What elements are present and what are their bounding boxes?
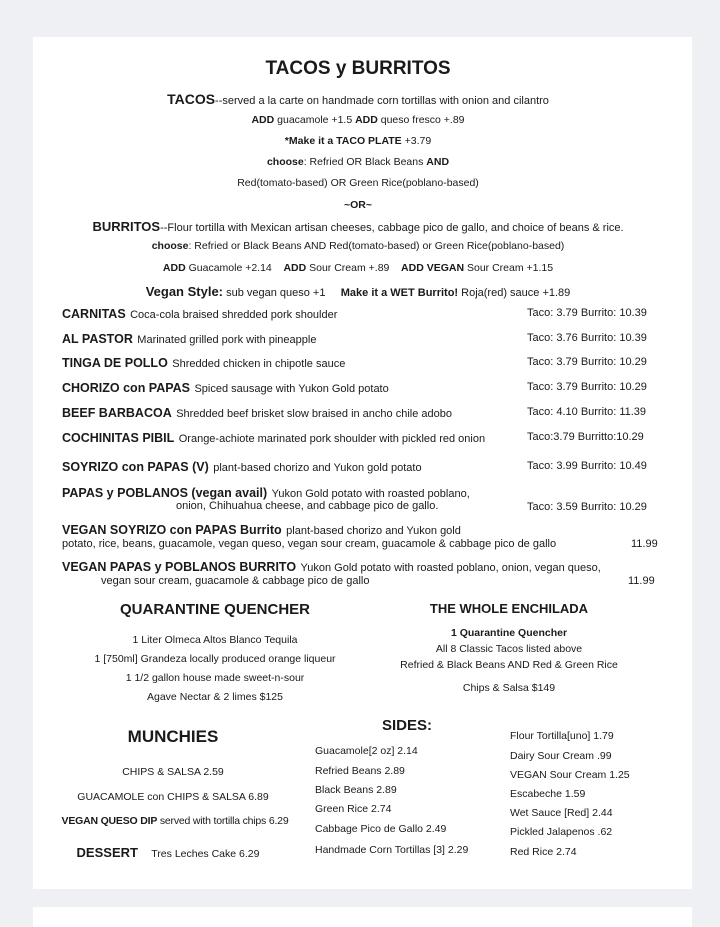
side-item: VEGAN Sour Cream 1.25 [510, 769, 630, 781]
item-price: Taco: 3.79 Burrito: 10.39 [527, 307, 647, 319]
quarantine-line: 1 Liter Olmeca Altos Blanco Tequila [132, 634, 298, 646]
dessert-line [77, 844, 260, 862]
tacos-desc: --served a la carte on handmade corn tortillas with onion and cilantro [215, 95, 549, 107]
menu-item [62, 305, 337, 323]
burritos-intro [92, 219, 623, 234]
item-name: BEEF BARBACOA [62, 406, 172, 420]
burrito-addons [163, 262, 553, 274]
tacos-intro [167, 91, 549, 107]
vegan-style-text: sub vegan queso +1 [226, 287, 326, 299]
add-vegan-sour-cream: Sour Cream +1.15 [466, 262, 554, 274]
enchilada-line: Refried & Black Beans AND Red & Green Rice [400, 659, 618, 671]
dessert-label: DESSERT [76, 845, 138, 860]
item-desc: Yukon Gold potato with roasted poblano, [271, 488, 470, 500]
enchilada-line: All 8 Classic Tacos listed above [435, 643, 583, 655]
item-price: 11.99 [628, 575, 655, 587]
enchilada-heading: THE WHOLE ENCHILADA [429, 601, 589, 616]
item-desc: Yukon Gold potato with roasted poblano, onion, vegan queso, [300, 562, 601, 574]
wet-burrito-label: Make it a WET Burrito! [340, 287, 459, 299]
side-item: Cabbage Pico de Gallo 2.49 [315, 823, 447, 835]
item-desc: Shredded beef brisket slow braised in ancho chile adobo [176, 408, 452, 420]
quarantine-line: 1 [750ml] Grandeza locally produced orange liqueur [94, 653, 336, 665]
taco-plate-label: *Make it a TACO PLATE [284, 135, 402, 147]
munchies-item-queso [62, 815, 289, 827]
side-item: Red Rice 2.74 [510, 846, 577, 858]
item-price: 11.99 [631, 538, 658, 550]
item-price: Taco: 3.79 Burrito: 10.29 [527, 356, 647, 368]
taco-choose-line [267, 156, 449, 168]
vegan-papas-item [62, 558, 601, 576]
menu-item [62, 330, 316, 348]
burritos-label: BURRITOS [92, 219, 161, 234]
quarantine-line: Agave Nectar & 2 limes $125 [147, 691, 283, 703]
item-name: COCHINITAS PIBIL [62, 431, 175, 445]
item-desc: Orange-achiote marinated pork shoulder with pickled red onion [178, 433, 486, 445]
munchies-heading: MUNCHIES [127, 727, 219, 746]
menu-item [62, 354, 345, 372]
tacos-addons [251, 114, 464, 126]
item-desc: plant-based chorizo and Yukon gold potato [213, 462, 422, 474]
menu-title: TACOS y BURRITOS [265, 58, 451, 79]
choose-beans: : Refried OR Black Beans [303, 156, 424, 168]
side-item: Dairy Sour Cream .99 [510, 750, 612, 762]
add-guacamole: Guacamole +2.14 [188, 262, 272, 274]
menu-item [62, 429, 485, 447]
side-item: Escabeche 1.59 [510, 788, 586, 800]
item-desc: Marinated grilled pork with pineapple [137, 334, 317, 346]
taco-rice-line: Red(tomato-based) OR Green Rice(poblano-based) [237, 177, 479, 189]
dessert-text: Tres Leches Cake 6.29 [151, 848, 260, 860]
item-price: Taco:3.79 Burritto:10.29 [527, 431, 644, 443]
choose-keyword: choose [151, 240, 189, 252]
item-name: CARNITAS [62, 307, 126, 321]
or-divider: ~OR~ [343, 199, 373, 211]
taco-plate-price: +3.79 [404, 135, 432, 147]
menu-item [62, 458, 422, 476]
menu-item [62, 379, 389, 397]
side-item: Handmade Corn Tortillas [3] 2.29 [315, 844, 469, 856]
item-name: VEGAN SOYRIZO con PAPAS Burrito [62, 523, 282, 537]
enchilada-line: Chips & Salsa $149 [462, 682, 556, 694]
tacos-label: TACOS [167, 91, 216, 107]
side-item: Pickled Jalapenos .62 [510, 826, 613, 838]
item-price: Taco: 3.59 Burrito: 10.29 [527, 501, 647, 513]
add-sour-cream: Sour Cream +.89 [309, 262, 390, 274]
side-item: Green Rice 2.74 [315, 803, 392, 815]
item-desc: Coca-cola braised shredded pork shoulder [130, 309, 338, 321]
item-name: PAPAS y POBLANOS (vegan avail) [62, 486, 268, 500]
item-desc: plant-based chorizo and Yukon gold [286, 525, 461, 537]
item-desc-cont: onion, Chihuahua cheese, and cabbage pico de gallo. [176, 500, 439, 512]
vegan-wet-line [146, 284, 571, 299]
choose-keyword: choose [266, 156, 304, 168]
taco-plate-line [285, 135, 431, 147]
next-page-edge [33, 907, 692, 927]
add-queso: queso fresco +.89 [380, 114, 465, 126]
item-price: Taco: 3.76 Burrito: 10.39 [527, 332, 647, 344]
item-desc: Spiced sausage with Yukon Gold potato [194, 383, 389, 395]
add-keyword: ADD [355, 114, 378, 126]
side-item: Guacamole[2 oz] 2.14 [315, 745, 418, 757]
side-item: Refried Beans 2.89 [315, 765, 405, 777]
vegan-soyrizo-item [62, 521, 461, 539]
item-desc-cont: potato, rice, beans, guacamole, vegan queso, vegan sour cream, guacamole & cabbage pico de gallo [62, 538, 557, 550]
burritos-desc: --Flour tortilla with Mexican artisan cheeses, cabbage pico de gallo, and choice of beans & rice. [160, 222, 624, 234]
quarantine-heading: QUARANTINE QUENCHER [119, 601, 311, 618]
add-keyword: ADD [283, 262, 307, 274]
munchies-item: GUACAMOLE con CHIPS & SALSA 6.89 [77, 791, 269, 803]
side-item: Flour Tortilla[uno] 1.79 [510, 730, 614, 742]
side-item: Wet Sauce [Red] 2.44 [510, 807, 613, 819]
wet-burrito-text: Roja(red) sauce +1.89 [461, 287, 571, 299]
item-name: CHORIZO con PAPAS [62, 381, 191, 395]
item-desc-cont: vegan sour cream, guacamole & cabbage pico de gallo [101, 575, 370, 587]
item-name: AL PASTOR [62, 332, 133, 346]
enchilada-line-bold: 1 Quarantine Quencher [450, 627, 568, 639]
add-keyword: ADD [162, 262, 186, 274]
munchies-item: CHIPS & SALSA 2.59 [122, 766, 224, 778]
item-name: SOYRIZO con PAPAS (V) [62, 460, 209, 474]
burrito-choose-line [152, 240, 565, 252]
sides-heading: SIDES: [381, 717, 433, 734]
add-vegan-keyword: ADD VEGAN [401, 262, 465, 274]
item-name: VEGAN PAPAS y POBLANOS BURRITO [62, 560, 297, 574]
menu-item [62, 404, 452, 422]
vegan-style-label: Vegan Style: [145, 284, 224, 299]
queso-dip-label: VEGAN QUESO DIP [61, 815, 158, 827]
item-price: Taco: 3.79 Burrito: 10.29 [527, 381, 647, 393]
item-price: Taco: 4.10 Burrito: 11.39 [527, 406, 647, 418]
item-desc: Shredded chicken in chipotle sauce [172, 358, 346, 370]
side-item: Black Beans 2.89 [315, 784, 397, 796]
add-guacamole: guacamole +1.5 [277, 114, 353, 126]
choose-beans-rice: : Refried or Black Beans AND Red(tomato-based) or Green Rice(poblano-based) [188, 240, 565, 252]
item-price: Taco: 3.99 Burrito: 10.49 [527, 460, 647, 472]
quarantine-line: 1 1/2 gallon house made sweet-n-sour [125, 672, 305, 684]
item-name: TINGA DE POLLO [62, 356, 168, 370]
and-keyword: AND [426, 156, 450, 168]
queso-dip-text: served with tortilla chips 6.29 [159, 815, 289, 827]
add-keyword: ADD [251, 114, 275, 126]
